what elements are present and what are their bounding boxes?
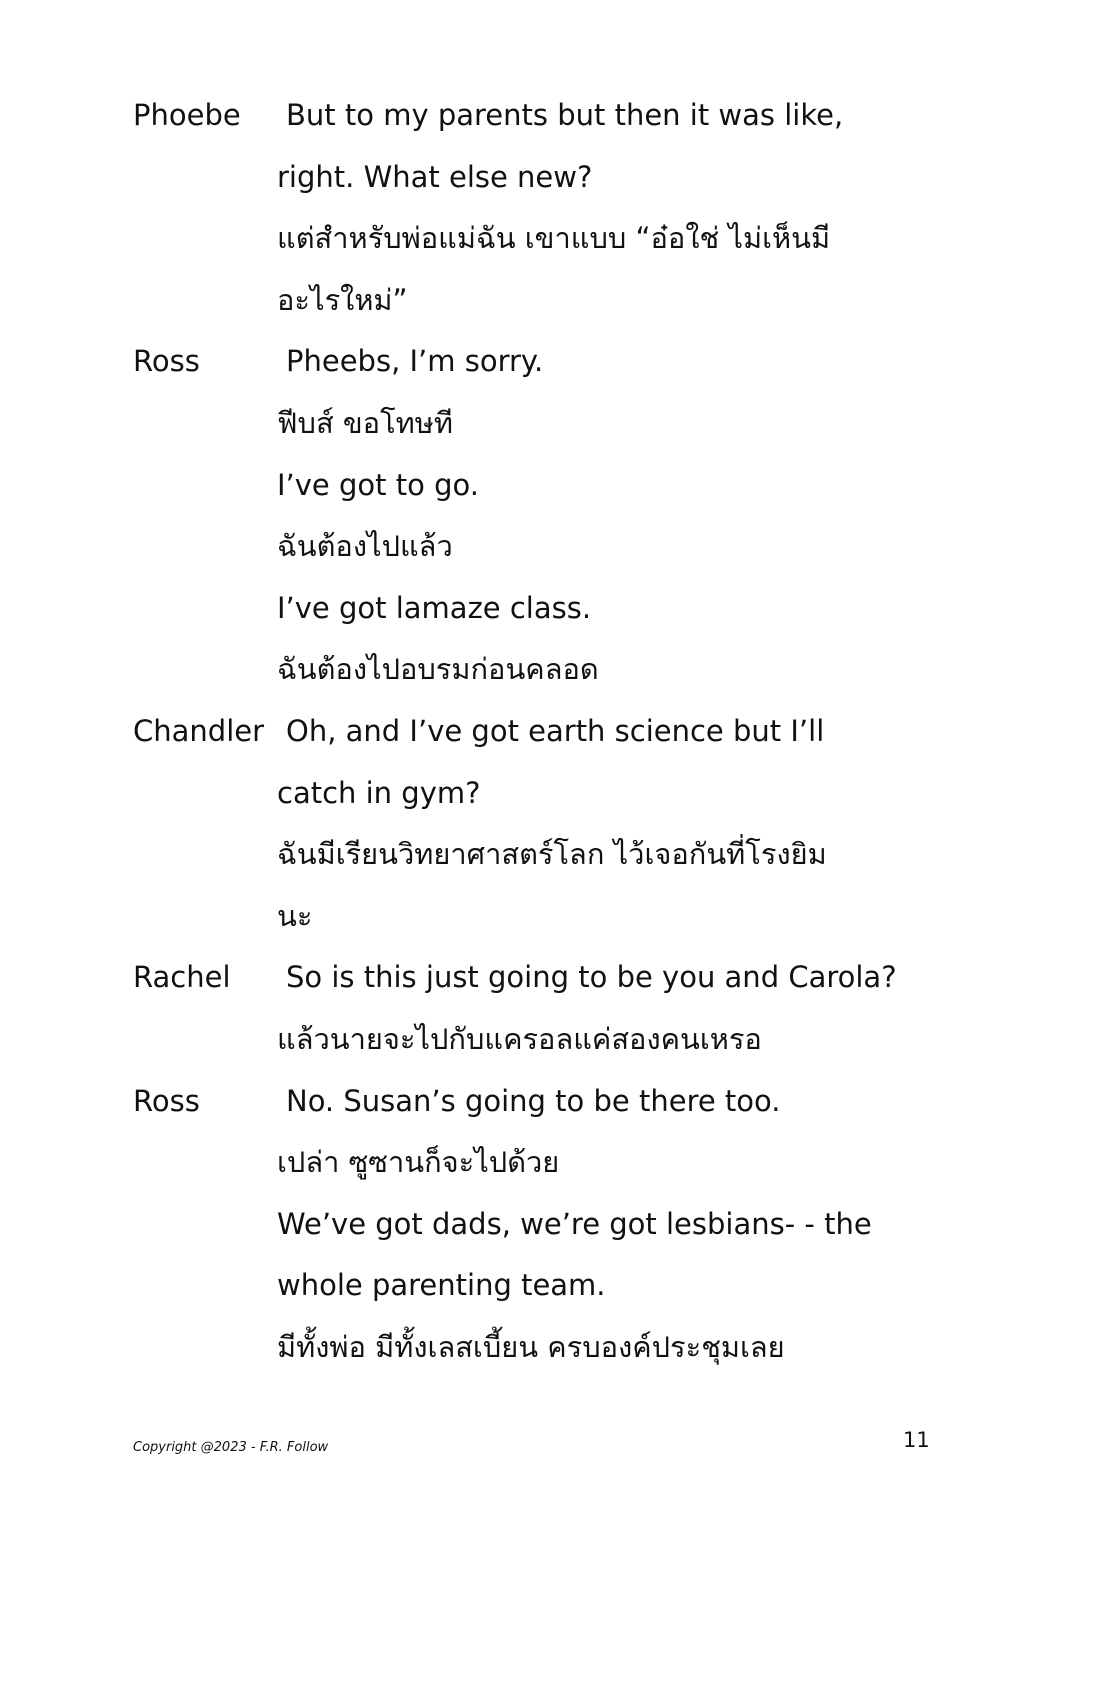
dialogue-text: So is this just going to be you and Carola? bbox=[286, 960, 897, 995]
dialogue-text: No. Susan’s going to be there too. bbox=[286, 1083, 781, 1118]
dialogue-line bbox=[133, 1255, 953, 1317]
speaker-name: Phoebe bbox=[133, 98, 241, 132]
dialogue-line-first bbox=[133, 331, 953, 393]
speaker-name: Rachel bbox=[133, 960, 231, 995]
dialogue-text: Pheebs, I’m sorry. bbox=[286, 344, 544, 379]
dialogue-text: right. What else new? bbox=[277, 159, 593, 194]
dialogue-text: whole parenting team. bbox=[277, 1268, 606, 1303]
dialogue-line bbox=[133, 824, 953, 886]
dialogue-line-first bbox=[133, 85, 953, 147]
speaker-name: Ross bbox=[133, 1083, 200, 1118]
dialogue-text: I’ve got lamaze class. bbox=[277, 590, 592, 625]
dialogue-line bbox=[133, 1132, 953, 1194]
dialogue-line bbox=[133, 1194, 953, 1256]
copyright-notice: Copyright @2023 - F.R. Follow bbox=[133, 1440, 329, 1455]
page-number: 11 bbox=[903, 1428, 930, 1452]
dialogue-text: We’ve got dads, we’re got lesbians- - the bbox=[277, 1206, 872, 1241]
dialogue-text: But to my parents but then it was like, bbox=[286, 98, 844, 132]
dialogue-text: I’ve got to go. bbox=[277, 467, 479, 502]
dialogue-line-first bbox=[133, 947, 953, 1009]
dialogue-text: เปล่า ซูซานก็จะไปด้วย bbox=[277, 1145, 560, 1180]
dialogue-text: ฟีบส์ ขอโทษที bbox=[277, 405, 454, 440]
dialogue-line bbox=[133, 763, 953, 825]
dialogue-line bbox=[133, 270, 953, 332]
dialogue-text: ฉันต้องไปอบรมก่อนคลอด bbox=[277, 652, 599, 687]
dialogue-line bbox=[133, 1317, 953, 1379]
dialogue-line-first bbox=[133, 701, 953, 763]
dialogue-line-first bbox=[133, 1071, 953, 1133]
dialogue-text: แล้วนายจะไปกับแครอลแค่สองคนเหรอ bbox=[277, 1021, 762, 1056]
dialogue-line bbox=[133, 393, 953, 455]
dialogue-text: Oh, and I’ve got earth science but I’ll bbox=[286, 713, 825, 748]
dialogue-line bbox=[133, 886, 953, 948]
dialogue-line bbox=[133, 639, 953, 701]
dialogue-text: อะไรใหม่” bbox=[277, 282, 408, 317]
dialogue-line bbox=[133, 578, 953, 640]
dialogue-line bbox=[133, 147, 953, 209]
dialogue-text: มีทั้งพ่อ มีทั้งเลสเบี้ยน ครบองค์ประชุมเลย bbox=[277, 1329, 785, 1364]
dialogue-line bbox=[133, 516, 953, 578]
dialogue-line bbox=[133, 1009, 953, 1071]
dialogue-text: ฉันมีเรียนวิทยาศาสตร์โลก ไว้เจอกันที่โรงยิม bbox=[277, 837, 827, 872]
dialogue-text: แต่สำหรับพ่อแม่ฉัน เขาแบบ “อ๋อใช่ ไม่เห็นมี bbox=[277, 221, 831, 256]
dialogue-text: นะ bbox=[277, 898, 313, 933]
dialogue-line bbox=[133, 455, 953, 517]
speaker-name: Ross bbox=[133, 344, 200, 379]
dialogue-text: catch in gym? bbox=[277, 775, 481, 810]
dialogue-script bbox=[133, 85, 953, 1378]
dialogue-text: ฉันต้องไปแล้ว bbox=[277, 529, 453, 564]
speaker-name: Chandler bbox=[133, 713, 265, 748]
dialogue-line bbox=[133, 208, 953, 270]
